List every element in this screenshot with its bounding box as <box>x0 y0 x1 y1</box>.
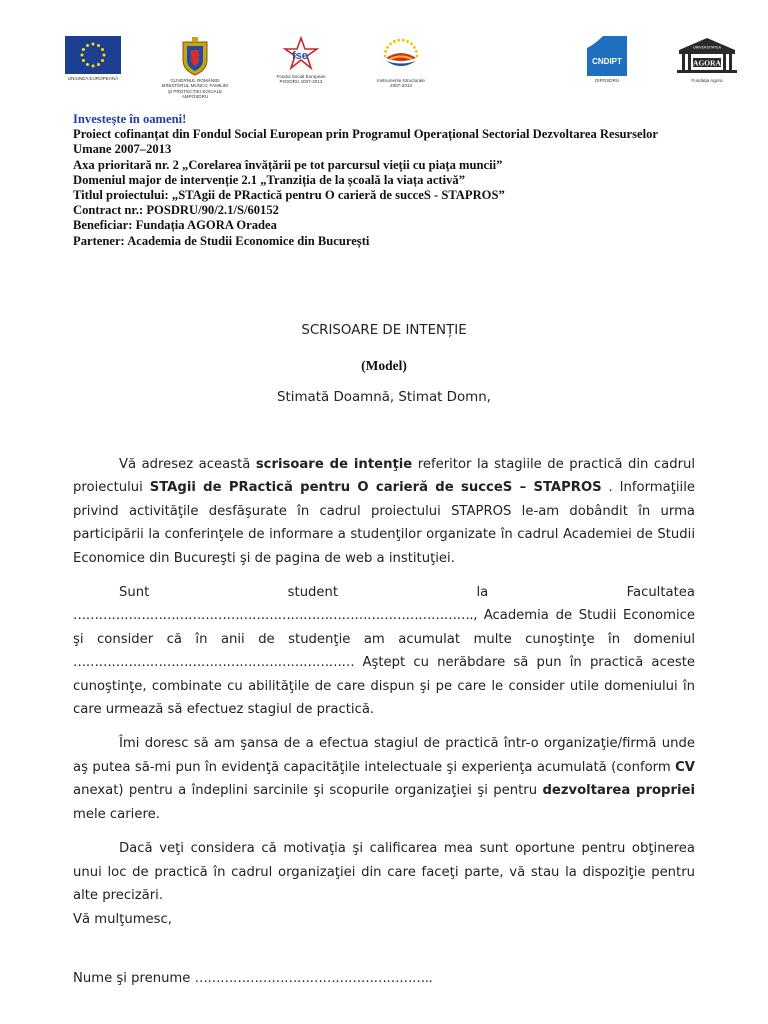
header-cofinancing-line: Proiect cofinanțat din Fondul Social European prin Programul Operațional Sectorial Dezvoltarea Resurselor <box>73 127 658 142</box>
star-icon <box>416 55 419 58</box>
paragraph-intro <box>73 453 695 570</box>
p1-text-e: . Informaţiile privind activităţile desfăşurate în cadrul proiectului STAPROS le-am dobândit în urma participării la conferinţele de informare a studenţilor organizate în cadrul Academiei de Studii Economice din Bucureşti şi de pagina de web a instituţiei. <box>73 480 695 566</box>
government-caption: GUVERNUL ROMÂNIEI MINISTERUL MUNCII, FAMILIEI ŞI PROTECŢIEI SOCIALE AMPOSDRU <box>161 78 229 100</box>
p2-word-4: Facultatea <box>626 585 695 601</box>
star-icon <box>406 40 409 43</box>
name-blank: ……………………………………………….. <box>194 971 433 986</box>
name-line <box>73 971 432 986</box>
p3-bold-cv: CV <box>675 759 695 775</box>
p3-bold-development: dezvoltarea propriei <box>542 783 695 799</box>
fse-logo <box>268 36 334 85</box>
agora-caption: Fundația Agora <box>691 78 723 83</box>
paragraph-student-first-line <box>119 581 695 604</box>
star-icon <box>393 40 396 43</box>
structural-instruments-logo <box>368 36 434 89</box>
agora-building-icon <box>675 36 739 76</box>
p2-text-1: Academia de Studii Economice şi consider că în anii de studenţie am acumulat multe cunoştinţe în domeniul <box>73 608 695 647</box>
header-partner: Partener: Academia de Studii Economice din București <box>73 233 370 248</box>
eu-caption: UNIUNEA EUROPEANĂ <box>67 76 119 81</box>
p1-bold-letter: scrisoare de intenţie <box>255 457 413 472</box>
star-icon <box>386 46 389 49</box>
eu-flag-icon <box>65 36 121 74</box>
star-icon <box>402 39 405 42</box>
cndipt-mark-text: CNDIPT <box>592 57 622 66</box>
fse-star-icon <box>280 36 322 72</box>
star-icon <box>81 54 84 57</box>
star-icon <box>97 63 100 66</box>
header-program-period: Umane 2007–2013 <box>73 142 172 157</box>
eu-logo <box>58 36 128 81</box>
star-icon <box>92 65 95 68</box>
slogan: Investeşte în oameni! <box>73 112 187 126</box>
p1-text-a: Vă adresez această <box>119 457 256 472</box>
star-icon <box>103 54 106 57</box>
star-icon <box>384 50 387 53</box>
coat-of-arms-icon <box>180 36 210 76</box>
fse-mark-text: fse <box>292 50 308 62</box>
star-icon <box>97 44 100 47</box>
paragraph-aspiration <box>73 732 695 826</box>
star-icon <box>101 48 104 51</box>
star-icon <box>413 46 416 49</box>
domain-blank: ………………………………………………………… <box>73 655 355 671</box>
name-label: Nume şi prenume <box>73 971 195 986</box>
star-icon <box>86 63 89 66</box>
p2-word-3: la <box>476 585 489 601</box>
header-priority-axis: Axa prioritară nr. 2 „Corelarea învățării pe tot parcursul vieții cu piața muncii” <box>73 157 503 172</box>
government-logo <box>150 36 240 100</box>
star-icon <box>384 55 387 58</box>
header-contract-number: Contract nr.: POSDRU/90/2.1/S/60152 <box>73 203 279 218</box>
star-icon <box>415 50 418 53</box>
cndipt-caption: OIPOSDRU <box>594 78 620 83</box>
header-intervention-domain: Domeniul major de intervenție 2.1 „Tranziția de la școală la viața activă” <box>73 172 465 187</box>
letter-greeting: Stimată Doamnă, Stimat Domn, <box>277 390 491 405</box>
cndipt-badge-icon <box>587 36 627 76</box>
fse-caption: Fondul Social European POSDRU 2007-2013 <box>276 74 326 85</box>
p3-text-e: mele cariere. <box>73 806 160 822</box>
p2-text-2: Aştept cu nerăbdare să pun în practică aceste cunoştinţe, combinate cu abilităţile de care dispun şi pe care le consider utile domeniului în care urmează să efectuez stagiul de practică. <box>73 655 695 718</box>
agora-mark-text: AGORA <box>693 58 721 68</box>
structural-instruments-caption: Instrumente Structurale 2007-2013 <box>377 78 425 89</box>
star-icon <box>92 43 95 46</box>
cndipt-logo <box>580 36 634 83</box>
star-icon <box>397 39 400 42</box>
header-beneficiary: Beneficiar: Fundația AGORA Oradea <box>73 218 277 233</box>
star-icon <box>101 59 104 62</box>
p2-word-1: Sunt <box>119 585 150 601</box>
paragraph-student <box>73 604 695 721</box>
project-header <box>73 112 713 249</box>
logo-strip <box>0 36 768 108</box>
agora-arch-text: UNIVERSITATEA <box>692 45 722 50</box>
paragraph-closing: Dacă veţi considera că motivaţia şi calificarea mea sunt oportune pentru obţinerea unui loc de practică în cadrul organizaţiei din care faceţi parte, vă stau la dispoziţie pentru alte precizări. <box>73 841 695 903</box>
star-icon <box>82 48 85 51</box>
letter-title: SCRISOARE DE INTENȚIE <box>301 323 467 338</box>
letter-body <box>73 453 695 918</box>
star-icon <box>86 44 89 47</box>
p3-text-c: anexat) pentru a îndeplini sarcinile şi scopurile organizaţiei şi pentru <box>73 783 543 799</box>
star-icon <box>389 43 392 46</box>
p3-text-a: Îmi doresc să am şansa de a efectua stagiul de practică într-o organizaţie/firmă unde aş putea să-mi pun în evidenţă capacităţile intelectuale şi experienţa acumulată (conform <box>73 736 695 775</box>
letter-thanks: Vă mulţumesc, <box>73 912 172 927</box>
star-icon <box>410 43 413 46</box>
p1-text-c: referitor la stagiile de practică din cadrul proiectului <box>73 457 696 496</box>
structural-instruments-icon <box>380 36 422 76</box>
star-icon <box>82 59 85 62</box>
p2-word-2: student <box>287 585 339 601</box>
p1-bold-project: STAgii de PRactică pentru O carieră de succeS – STAPROS <box>149 480 602 496</box>
header-project-title: Titlul proiectului: „STAgii de PRactică pentru O carieră de succeS - STAPROS” <box>73 188 505 203</box>
letter-model-label: (Model) <box>361 358 407 373</box>
agora-logo <box>672 36 742 83</box>
faculty-blank: …………………………………………………………………………………., <box>73 608 477 624</box>
